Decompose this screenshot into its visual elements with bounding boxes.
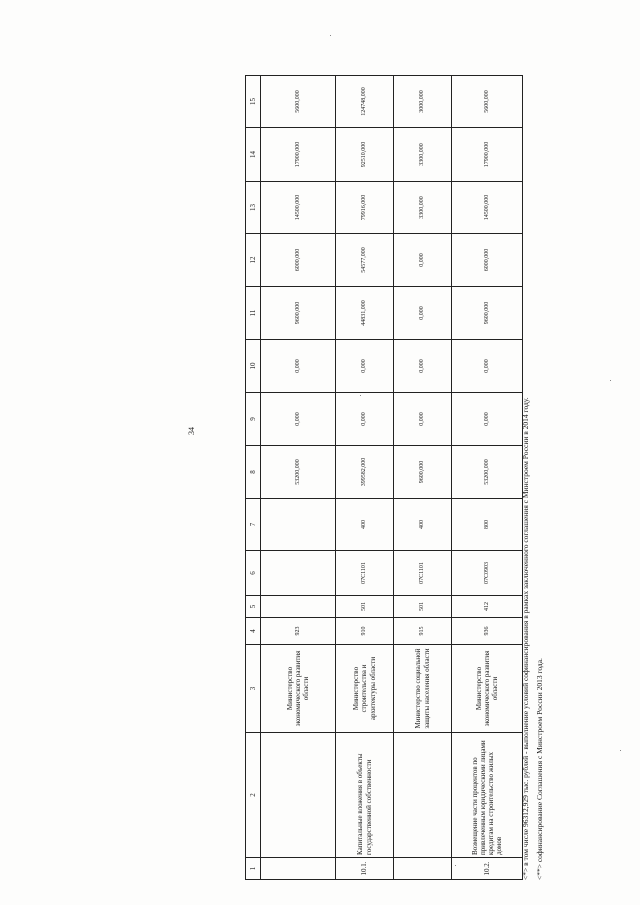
row-number: 10.1. [336,858,394,880]
column-number-row [246,76,261,880]
col-num: 8 [246,446,261,499]
grbs-code: 915 [394,618,452,645]
value-y2: 0,000 [336,340,394,393]
value-y4: 0,000 [394,234,452,287]
value-y7: 3000,000 [394,76,452,128]
value-y4: 54577,000 [336,234,394,287]
vr-code: 400 [394,499,452,551]
col-num: 11 [246,287,261,340]
vr-code: 400 [336,499,394,551]
csr-code: 07С1101 [394,551,452,596]
value-y3: 9600,000 [261,287,336,340]
value-total: 399582,000 [336,446,394,499]
value-y5: 3300,000 [394,182,452,234]
scan-speck [360,395,361,396]
value-y6: 92510,000 [336,128,394,182]
grbs-code: 936 [452,618,523,645]
scan-speck [610,380,611,381]
col-num: 15 [246,76,261,128]
col-num: 1 [246,858,261,880]
grbs-code: 923 [261,618,336,645]
value-y7: 124748,000 [336,76,394,128]
rzpr-code: 412 [452,596,523,618]
value-y1: 0,000 [261,393,336,446]
grbs-code: 910 [336,618,394,645]
vr-code: 800 [452,499,523,551]
activity-name: Возмещение части процентов по привлеченным юридическими лицами кредитам на строительство жилых домов [452,733,523,858]
value-y5: 14500,000 [261,182,336,234]
col-num: 10 [246,340,261,393]
rzpr-code [261,596,336,618]
executor: Министерство социальной защиты населения области [394,645,452,733]
vr-code [261,499,336,551]
activity-name [261,733,336,858]
rzpr-code: 501 [394,596,452,618]
col-num: 9 [246,393,261,446]
page-number: 34 [187,427,196,435]
col-num: 14 [246,128,261,182]
value-total: 9600,000 [394,446,452,499]
row-number [261,858,336,880]
value-y3: 0,000 [394,287,452,340]
value-y4: 6000,000 [261,234,336,287]
executor: Министерство экономического развития области [261,645,336,733]
table-row [394,76,452,880]
table-row [261,76,336,880]
activity-name: Капитальные вложения в объекты государственной собственности [336,733,394,858]
col-num: 7 [246,499,261,551]
csr-code: 07С0903 [452,551,523,596]
row-number [394,858,452,880]
value-total: 53200,000 [452,446,523,499]
executor: Министерство строительства и архитектуры области [336,645,394,733]
col-num: 2 [246,733,261,858]
value-y3: 44831,000 [336,287,394,340]
value-y6: 3300,000 [394,128,452,182]
value-y6: 17900,000 [261,128,336,182]
activity-name [394,733,452,858]
value-y4: 6000,000 [452,234,523,287]
rzpr-code: 501 [336,596,394,618]
value-y1: 0,000 [336,393,394,446]
footnote: <**> софинансирование Соглашения с Минстроем России 2013 года. [535,658,544,880]
value-total: 53200,000 [261,446,336,499]
table-row [452,76,523,880]
value-y1: 0,000 [452,393,523,446]
col-num: 3 [246,645,261,733]
value-y3: 9600,000 [452,287,523,340]
value-y2: 0,000 [394,340,452,393]
col-num: 4 [246,618,261,645]
budget-table [245,75,523,880]
value-y7: 5600,000 [452,76,523,128]
csr-code [261,551,336,596]
value-y5: 14500,000 [452,182,523,234]
scan-speck [620,750,621,751]
value-y5: 79916,000 [336,182,394,234]
col-num: 6 [246,551,261,596]
table-row [336,76,394,880]
scan-speck [455,865,456,866]
col-num: 12 [246,234,261,287]
col-num: 5 [246,596,261,618]
value-y7: 5600,000 [261,76,336,128]
col-num: 13 [246,182,261,234]
scan-speck [330,35,331,36]
row-number: 10.2. [452,858,523,880]
csr-code: 07С1101 [336,551,394,596]
value-y2: 0,000 [452,340,523,393]
value-y6: 17900,000 [452,128,523,182]
footnote: <*> в том числе 96312,929 тыс. рублей - выполнение условий софинансирования в рамках заключенного соглашения с Минстроем России в 2014 году. [521,397,530,880]
value-y2: 0,000 [261,340,336,393]
rotated-page [187,15,630,880]
executor: Министерство экономического развития области [452,645,523,733]
value-y1: 0,000 [394,393,452,446]
